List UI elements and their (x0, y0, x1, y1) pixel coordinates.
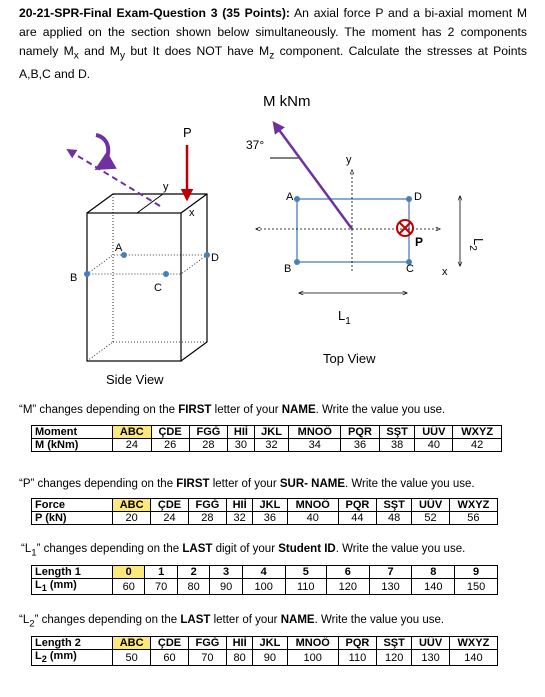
length2-table (31, 636, 498, 666)
value-cell: 130 (369, 579, 412, 595)
force-note: “P” changes depending on the FIRST letter of your SUR- NAME. Write the value you use. (19, 478, 475, 490)
value-cell: 100 (242, 579, 285, 595)
value-cell: 36 (341, 439, 380, 452)
side-point-c (163, 271, 169, 277)
length1-note: “$L_1$” changes depending on the LAST digit of your Student ID. Write the value you use. (21, 543, 466, 559)
side-point-b (84, 271, 90, 277)
group-cell: SŞT (379, 426, 415, 439)
value-cell: 28 (188, 512, 226, 525)
l1-label: $L_1$ (338, 308, 351, 327)
value-cell: 110 (285, 579, 326, 595)
angle-label: 37° (246, 138, 265, 152)
group-cell: ABC (113, 499, 151, 512)
moment-row-label: Moment (32, 426, 113, 439)
value-cell: 120 (377, 650, 412, 666)
top-c-label: C (406, 263, 414, 275)
group-cell: 8 (412, 566, 455, 579)
group-cell: SŞT (377, 637, 412, 650)
question-text-1: An axial force P and a bi-axial moment M are applied on the section shown below simultaneously. The moment has 2 components namely M (19, 6, 527, 58)
group-cell: JKL (253, 499, 287, 512)
value-cell: 32 (254, 439, 289, 452)
force-table (31, 498, 498, 525)
moment-label: M kNm (263, 93, 311, 110)
value-cell: 50 (113, 650, 151, 666)
question-text-4: component. Calculate the stresses at Points A,B,C and D. (19, 44, 528, 82)
group-cell: MNOÖ (289, 426, 341, 439)
value-cell: 20 (113, 512, 151, 525)
value-cell: 100 (287, 650, 338, 666)
group-cell: PQR (341, 426, 380, 439)
group-cell: PQR (338, 637, 376, 650)
top-p-label: P (415, 235, 424, 249)
side-y-label: y (163, 181, 169, 193)
group-cell: UÜV (412, 637, 450, 650)
length2-note: “$L_2$” changes depending on the LAST letter of your NAME. Write the value you use. (19, 614, 445, 630)
group-cell: ABC (113, 426, 152, 439)
value-cell: 140 (449, 650, 497, 666)
value-cell: 34 (289, 439, 341, 452)
group-cell: ÇDE (151, 499, 189, 512)
value-cell: 44 (338, 512, 376, 525)
value-cell: 80 (177, 579, 209, 595)
question-heading: 20-21-SPR-Final Exam-Question 3 (35 Points): (19, 6, 290, 20)
top-view-caption: Top View (323, 351, 376, 366)
side-b-label: B (70, 272, 78, 284)
value-cell: 70 (145, 579, 177, 595)
value-cell: 24 (113, 439, 152, 452)
value-cell: 130 (412, 650, 450, 666)
value-cell: 56 (449, 512, 497, 525)
group-cell: FGĞ (188, 499, 226, 512)
sub-z: z (269, 50, 275, 62)
value-cell: 110 (338, 650, 376, 666)
group-cell: 7 (369, 566, 412, 579)
group-cell: 6 (326, 566, 369, 579)
value-cell: 140 (412, 579, 455, 595)
value-cell: 30 (228, 439, 254, 452)
group-cell: FGĞ (189, 426, 228, 439)
group-cell: JKL (254, 426, 289, 439)
sub-y: y (119, 50, 126, 62)
value-cell: 24 (151, 512, 189, 525)
top-point-b (294, 259, 300, 265)
side-view-drawing (68, 135, 210, 361)
side-a-label: A (115, 242, 123, 254)
group-cell: SŞT (377, 499, 412, 512)
group-cell: JKL (253, 637, 287, 650)
value-cell: 38 (379, 439, 415, 452)
value-cell: 48 (377, 512, 412, 525)
value-cell: 90 (210, 579, 242, 595)
group-cell: PQR (338, 499, 376, 512)
question-text-2: and M (78, 44, 120, 58)
moment-table (31, 425, 502, 452)
group-cell: FGĞ (188, 637, 226, 650)
group-cell: 2 (177, 566, 209, 579)
length1-table (31, 565, 498, 595)
top-d-label: D (414, 191, 422, 203)
value-cell: 28 (189, 439, 228, 452)
group-cell: 5 (285, 566, 326, 579)
value-cell: 70 (188, 650, 226, 666)
length1-unit-label: $L_1$ (mm) (32, 579, 113, 595)
side-view-caption: Side View (106, 372, 164, 387)
group-cell: 0 (113, 566, 145, 579)
group-cell: WXYZ (449, 499, 497, 512)
l2-label: $L_2$ (467, 238, 486, 251)
moment-unit-label: M (kNm) (32, 439, 113, 452)
side-p-label: P (183, 125, 192, 140)
group-cell: ABC (113, 637, 151, 650)
sub-x: x (73, 50, 79, 62)
top-point-d (406, 196, 412, 202)
value-cell: 60 (151, 650, 189, 666)
group-cell: ÇDE (151, 637, 189, 650)
value-cell: 40 (287, 512, 338, 525)
group-cell: MNOÖ (287, 499, 338, 512)
question-text-3: but It does NOT have M (125, 44, 270, 58)
side-c-label: C (154, 282, 162, 294)
group-cell: HIİ (228, 426, 254, 439)
group-cell: 4 (242, 566, 285, 579)
value-cell: 32 (227, 512, 253, 525)
top-x-label: x (442, 266, 448, 278)
value-cell: 90 (253, 650, 287, 666)
group-cell: UÜV (415, 426, 453, 439)
group-cell: ÇDE (151, 426, 189, 439)
top-a-label: A (286, 191, 294, 203)
value-cell: 120 (326, 579, 369, 595)
length2-unit-label: $L_2$ (mm) (32, 650, 113, 666)
group-cell: 9 (455, 566, 498, 579)
group-cell: MNOÖ (287, 637, 338, 650)
value-cell: 26 (151, 439, 189, 452)
group-cell: HIİ (227, 637, 253, 650)
group-cell: HIİ (227, 499, 253, 512)
group-cell: WXYZ (453, 426, 502, 439)
side-point-d (204, 252, 210, 258)
top-y-label: y (346, 154, 352, 166)
group-cell: 1 (145, 566, 177, 579)
value-cell: 52 (412, 512, 450, 525)
group-cell: WXYZ (449, 637, 497, 650)
value-cell: 40 (415, 439, 453, 452)
value-cell: 36 (253, 512, 287, 525)
top-b-label: B (284, 263, 292, 275)
group-cell: 3 (210, 566, 242, 579)
value-cell: 60 (113, 579, 145, 595)
length2-row-label: Length 2 (32, 637, 113, 650)
value-cell: 150 (455, 579, 498, 595)
force-row-label: Force (32, 499, 113, 512)
group-cell: UÜV (412, 499, 450, 512)
value-cell: 80 (227, 650, 253, 666)
moment-note: “M” changes depending on the FIRST letter of your NAME. Write the value you use. (19, 404, 446, 416)
force-unit-label: P (kN) (32, 512, 113, 525)
value-cell: 42 (453, 439, 502, 452)
side-d-label: D (211, 252, 219, 264)
side-x-label: x (189, 207, 195, 219)
top-point-a (294, 196, 300, 202)
length1-row-label: Length 1 (32, 566, 113, 579)
